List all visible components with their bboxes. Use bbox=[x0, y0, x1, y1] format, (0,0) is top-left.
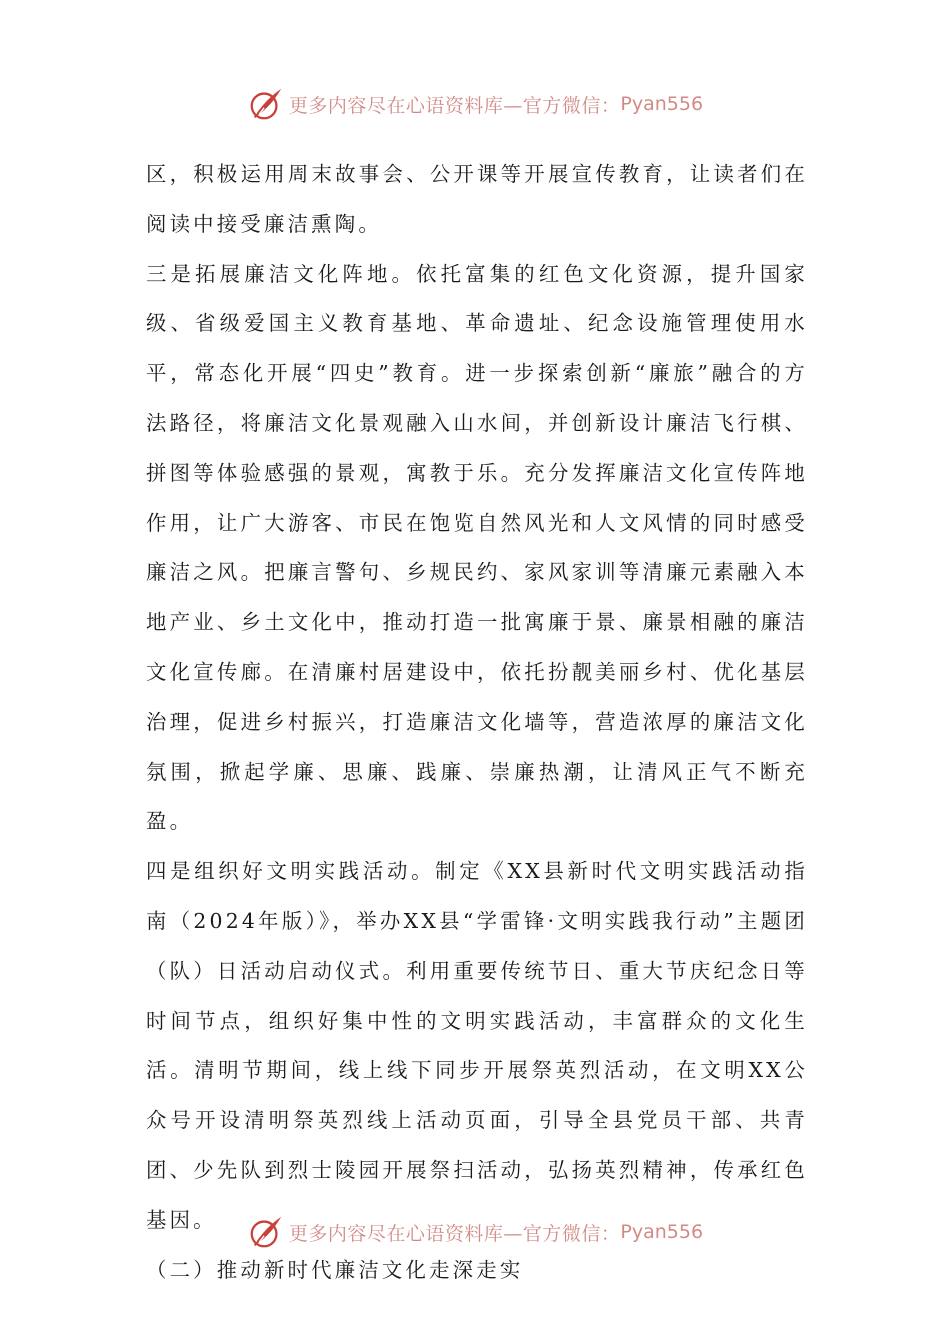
paragraph-continuation: 区，积极运用周末故事会、公开课等开展宣传教育，让读者们在阅读中接受廉洁熏陶。 bbox=[146, 162, 808, 236]
watermark-footer bbox=[0, 1212, 950, 1252]
watermark-text: 更多内容尽在心语资料库—官方微信： bbox=[288, 1222, 621, 1245]
section-heading: （二）推动新时代廉洁文化走深走实 bbox=[146, 1257, 524, 1282]
watermark-wechat-id: Pyan556 bbox=[620, 1221, 704, 1243]
paragraph-civilization-practice: 四是组织好文明实践活动。制定《XX县新时代文明实践活动指南（2024年版）》，举办XX县“学雷锋·文明实践我行动”主题团（队）日活动启动仪式。利用重要传统节日、重大节庆纪念日等时间节点，组织好集中性的文明实践活动，丰富群众的文化生活。清明节期间，线上线下同步开展祭英烈活动，在文明XX公众号开设清明祭英烈线上活动页面，引导全县党员干部、共青团、少先队到烈士陵园开展祭扫活动，弘扬英烈精神，传承红色基因。 bbox=[146, 859, 808, 1232]
quill-logo-icon bbox=[247, 1213, 285, 1251]
watermark-wechat-id: Pyan556 bbox=[620, 93, 704, 115]
paragraph-culture-sites: 三是拓展廉洁文化阵地。依托富集的红色文化资源，提升国家级、省级爱国主义教育基地、革命遗址、纪念设施管理使用水平，常态化开展“四史”教育。进一步探索创新“廉旅”融合的方法路径，将廉洁文化景观融入山水间，并创新设计廉洁飞行棋、拼图等体验感强的景观，寓教于乐。充分发挥廉洁文化宣传阵地作用，让广大游客、市民在饱览自然风光和人文风情的同时感受廉洁之风。把廉言警句、乡规民约、家风家训等清廉元素融入本地产业、乡土文化中，推动打造一批寓廉于景、廉景相融的廉洁文化宣传廊。在清廉村居建设中，依托扮靓美丽乡村、优化基层治理，促进乡村振兴，打造廉洁文化墙等，营造浓厚的廉洁文化氛围，掀起学廉、思廉、践廉、崇廉热潮，让清风正气不断充盈。 bbox=[146, 261, 808, 834]
watermark-text: 更多内容尽在心语资料库—官方微信： bbox=[288, 94, 621, 117]
watermark-header bbox=[0, 84, 950, 124]
quill-logo-icon bbox=[247, 85, 285, 123]
document-body bbox=[146, 150, 808, 1295]
